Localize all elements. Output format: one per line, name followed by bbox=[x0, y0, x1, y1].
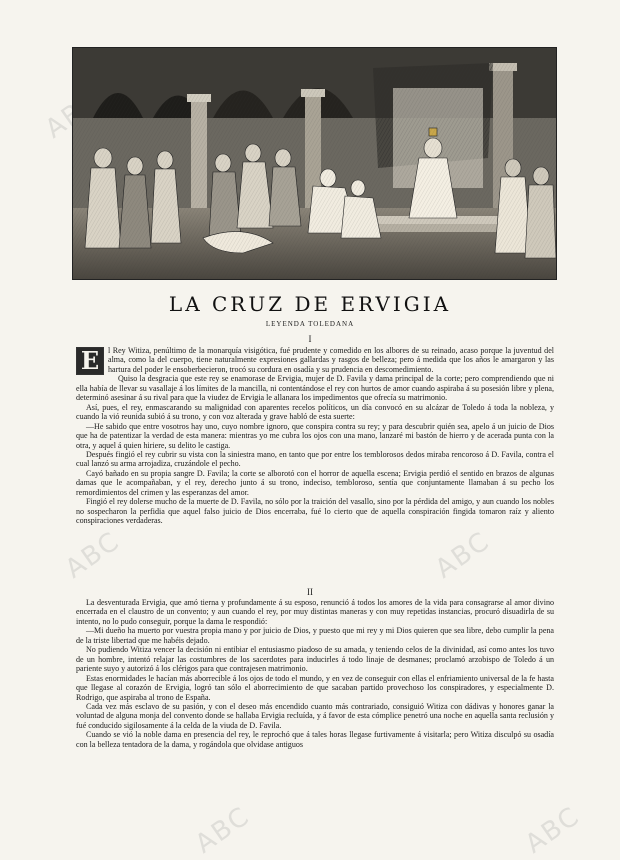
article-title: LA CRUZ DE ERVIGIA bbox=[168, 292, 452, 316]
article-subtitle: LEYENDA TOLEDANA bbox=[265, 320, 355, 328]
paragraph: E l Rey Witiza, penúltimo de la monarquía visigótica, fué prudente y comedido en los albores de su reinado, acaso porque la juventud del alma, como la del cuerpo, tiene naturalmente expresiones gallardas y rasgos de belleza; pero á medida que los años le amargaron y las hartura del poder le ensoberbecieron, trocó su cordura en osadía y su prudencia en descomedimiento. bbox=[76, 346, 554, 374]
paragraph: —He sabido que entre vosotros hay uno, cuyo nombre ignoro, que conspira contra su rey; y para descubrir quién sea, apelo á un juicio de Dios que ha de patentizar la verdad de esta manera: mientras yo me cubra los ojos con una mano, lanzaré mi bastón de hierro y de acerada punta con la otra, y aquel á quien hiriere, su delito le castiga. bbox=[76, 421, 554, 450]
paragraph: Después fingió el rey cubrir su vista con la siniestra mano, en tanto que por entre los temblorosos dedos miraba rencoroso á D. Favila, contra el cual lanzó su arma arrojadiza, cruzándole el pecho. bbox=[76, 449, 554, 469]
section-1-body bbox=[76, 346, 554, 526]
watermark: ABC bbox=[190, 800, 256, 860]
watermark: ABC bbox=[40, 85, 106, 145]
engraving-illustration bbox=[72, 47, 557, 280]
paragraph: Quiso la desgracia que este rey se enamorase de Ervigia, mujer de D. Favila y dama principal de la corte; pero comprendiendo que ni ella había de llevar su vasallaje á los límites de la mancilla, ni contentándose el rey con hurtos de amor cuando aspiraba á su posesión libre y plena, determinó asesinar á su rival para que la viudez de Ervigia le allanara los impedimentos que ofrecía su matrimonio. bbox=[76, 374, 554, 403]
paragraph: Cada vez más esclavo de su pasión, y con el deseo más encendido cuanto más contrariado, consiguió Witiza con dádivas y honores ganar la voluntad de alguna monja del convento donde se hallaba Ervigia recluída, y á favor de esta cómplice penetró una noche en aquella santa reclusión y fué conducido sigilosamente á la celda de la viuda de D. Favila. bbox=[76, 701, 554, 730]
paragraph: Cuando se vió la noble dama en presencia del rey, le reprochó que á tales horas llegase furtivamente á visitarla; pero Witiza disculpó su osadía con la belleza tentadora de la dama, y rogándola que olvidase antiguos bbox=[76, 730, 554, 749]
watermark: ABC bbox=[60, 525, 126, 585]
paragraph: Estas enormidades le hacían más aborrecible á los ojos de todo el mundo, y en vez de conseguir con ellas el enfriamiento universal de la fe hasta que llegase al corazón de Ervigia, logró tan sólo el aborrecimiento de que sacaban partido provechoso los conspiradores, y especialmente D. Rodrigo, que aspiraba al trono de España. bbox=[76, 673, 554, 702]
paragraph: No pudiendo Witiza vencer la decisión ni entibiar el entusiasmo piadoso de su amada, y teniendo celos de la divinidad, así como antes los tuvo de un hombre, intentó relajar las costumbres de los sacerdotes para inducirles á todo linaje de desmanes; proclamó arzobispo de Toledo á un pariente suyo y autorizó á los clérigos para que contrajesen matrimonio. bbox=[76, 645, 554, 674]
watermark: ABC bbox=[430, 525, 496, 585]
section-number-1: I bbox=[308, 334, 312, 344]
paragraph: Así, pues, el rey, enmascarando su malignidad con aparentes recelos políticos, un día convocó en su alcázar de Toledo á toda la nobleza, y cuando la vió reunida subió á su trono, y con voz alterada y grave habló de esta suerte: bbox=[76, 402, 554, 422]
paragraph: Fingió el rey dolerse mucho de la muerte de D. Favila, no sólo por la traición del vasallo, sino por la pérdida del amigo, y aun cuando los nobles no sospecharon la perfidia que aquel falso juicio de Dios encerraba, fué lo cierto que de aquella conspiración fingida tomaron raíz y aliento conspiraciones verdaderas. bbox=[76, 497, 554, 526]
paragraph: La desventurada Ervigia, que amó tierna y profundamente á su esposo, renunció á todos los amores de la vida para consagrarse al amor divino encerrada en el claustro de un convento; y aun cuando el rey, por muy distintas maneras y con muy repetidas instancias, procuró disuadirla de su intento, no lo pudo conseguir, porque la dama le respondió: bbox=[76, 598, 554, 626]
watermark: ABC bbox=[520, 800, 586, 860]
dropcap: E bbox=[76, 347, 104, 375]
paragraph: —Mi dueño ha muerto por vuestra propia mano y por juicio de Dios, y puesto que mi rey y mi Dios quieren que sea libre, debo cumplir la pena de la triste libertad que me habéis dejado. bbox=[76, 626, 554, 645]
section-number-2: II bbox=[307, 587, 313, 597]
throne-room-scene bbox=[73, 48, 556, 279]
paragraph: Cayó bañado en su propia sangre D. Favila; la corte se alborotó con el horror de aquella escena; Ervigia perdió el sentido en brazos de algunas damas que le acompañaban, y el rey, derecho junto á su trono, indeciso, tembloroso, sentía que conjuntamente llamaban á su pecho los remordimientos del crimen y las esperanzas del amor. bbox=[76, 468, 554, 497]
section-2-body bbox=[76, 598, 554, 749]
